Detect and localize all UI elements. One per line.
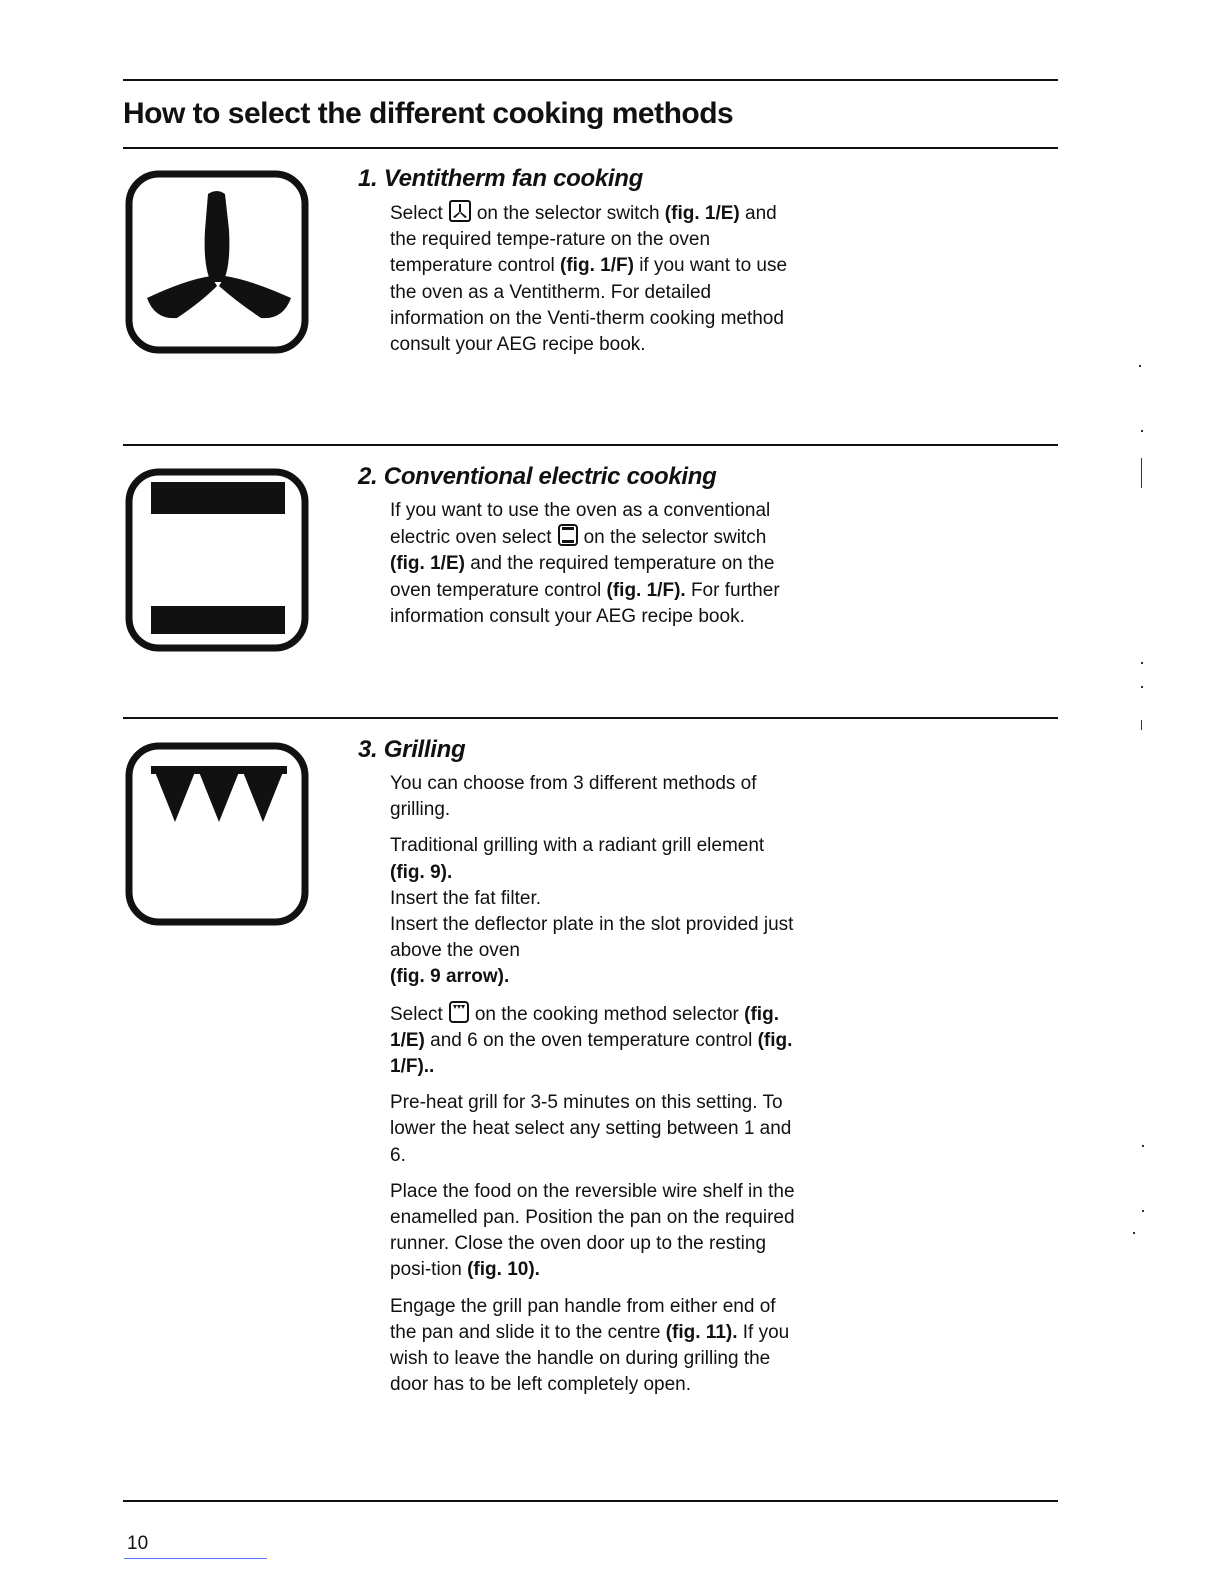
text: Place the food on the reversible wire shelf in the enamelled pan. Position the pan on the required runner. Close the oven door up to the resting posi-tion	[390, 1180, 795, 1281]
scan-speck	[1141, 720, 1142, 730]
scan-speck	[1142, 1145, 1144, 1147]
section-conventional	[358, 462, 798, 640]
scan-edge-line	[124, 1558, 267, 1559]
text: and the required tempe-rature on the oven temperature control	[390, 203, 777, 277]
text: Engage the grill pan handle from either end of the pan and slide it to the centre	[390, 1295, 776, 1343]
page-number: 10	[127, 1533, 149, 1554]
text: on the cooking method selector	[474, 1003, 739, 1025]
paragraph	[390, 1294, 798, 1399]
paragraph	[390, 1179, 798, 1284]
figure-reference: (fig. 1/F)..	[390, 1029, 793, 1078]
figure-reference: (fig. 1/E)	[664, 203, 740, 224]
text: on the selector switch	[583, 527, 767, 549]
figure-reference: (fig. 9 arrow).	[390, 966, 510, 988]
text: Select	[390, 1003, 443, 1025]
figure-reference: (fig. 1/E)	[390, 553, 465, 575]
title-rule	[123, 147, 1058, 149]
text: Insert the deflector plate in the slot provided just above the oven	[390, 914, 794, 962]
top-bottom-heat-icon	[125, 468, 315, 658]
section-grilling	[358, 735, 798, 1408]
figure-reference: (fig. 11).	[665, 1321, 738, 1343]
figure-reference: (fig. 1/E)	[390, 1003, 779, 1051]
scan-speck	[1141, 458, 1142, 488]
paragraph	[390, 833, 798, 990]
scan-speck	[1139, 365, 1141, 367]
section-rule	[123, 444, 1058, 446]
text: Insert the fat filter.	[390, 887, 542, 909]
grill-icon	[449, 1001, 469, 1023]
scan-speck	[1141, 662, 1143, 664]
fan-icon	[449, 200, 471, 222]
figure-reference: (fig. 1/F).	[606, 579, 686, 601]
grill-icon	[125, 742, 315, 932]
text: and 6 on the oven temperature control	[430, 1029, 753, 1051]
text: If you want to use the oven as a conventional electric oven select	[390, 500, 771, 549]
scan-speck	[1141, 686, 1143, 688]
figure-reference: (fig. 1/F)	[560, 255, 634, 277]
top-bottom-heat-icon	[558, 524, 578, 546]
text: if you want to use the oven as a Ventitherm. For detailed information on the Venti-therm cooking method consult your AEG recipe book.	[390, 255, 788, 356]
scan-speck	[1142, 1210, 1144, 1212]
fan-icon	[125, 170, 315, 360]
text: Select	[390, 203, 443, 224]
text: on the selector switch	[476, 203, 660, 224]
page-title: How to select the different cooking methods	[123, 97, 734, 130]
section-heading: 3. Grilling	[358, 736, 466, 763]
footer-rule	[123, 1500, 1058, 1502]
text: For further information consult your AEG recipe book.	[390, 579, 780, 627]
paragraph: You can choose from 3 different methods of grilling.	[390, 773, 757, 821]
text: If you wish to leave the handle on during grilling the door has to be left completely open.	[390, 1321, 790, 1396]
scan-speck	[1133, 1232, 1135, 1234]
section-ventitherm	[358, 164, 798, 368]
text: Traditional grilling with a radiant grill element	[390, 835, 765, 857]
paragraph: Pre-heat grill for 3-5 minutes on this setting. To lower the heat select any setting between 1 and 6.	[390, 1092, 792, 1166]
figure-reference: (fig. 9).	[390, 861, 453, 883]
scan-speck	[1141, 430, 1143, 432]
figure-reference: (fig. 10).	[467, 1259, 540, 1281]
top-rule	[123, 79, 1058, 81]
paragraph	[390, 498, 798, 630]
section-heading: 2. Conventional electric cooking	[358, 463, 717, 490]
paragraph	[390, 1001, 798, 1081]
section-heading: 1. Ventitherm fan cooking	[358, 165, 643, 192]
paragraph	[390, 200, 798, 358]
text: and the required temperature on the oven temperature control	[390, 553, 775, 601]
section-rule	[123, 717, 1058, 719]
